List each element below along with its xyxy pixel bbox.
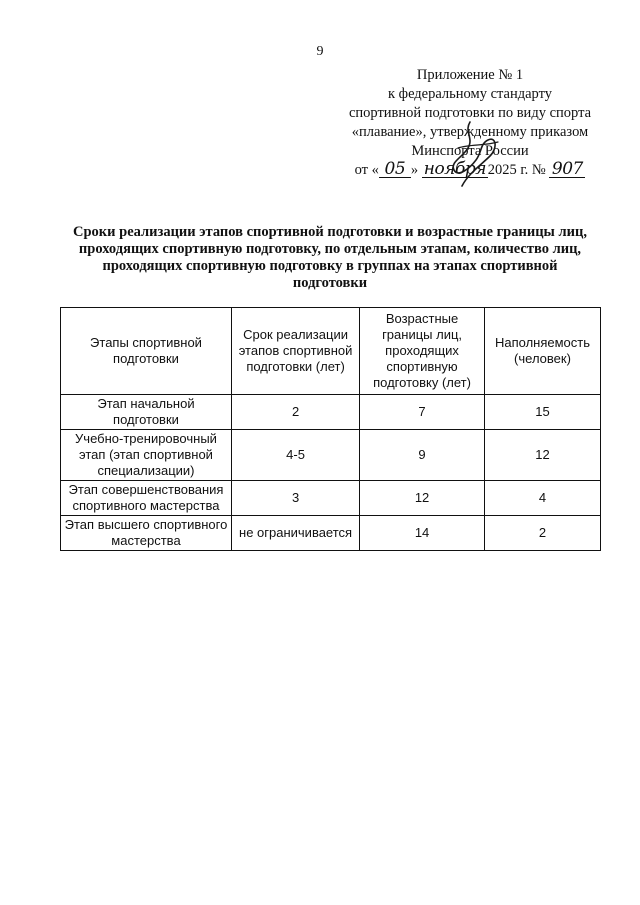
date-year: 2025 г. № [487, 162, 546, 178]
appendix-line-3: спортивной подготовки по виду спорта [348, 105, 592, 121]
title-line-4: подготовки [292, 275, 368, 291]
cell-duration: 2 [231, 395, 359, 430]
date-month-handwritten: ноября [423, 159, 486, 179]
date-mid: » [410, 162, 419, 178]
table-row [61, 430, 601, 481]
cell-duration: 4-5 [231, 430, 359, 481]
cell-stage: Этап высшего спортивного мастерства [61, 516, 232, 551]
header-stages: Этапы спортивной подготовки [61, 308, 232, 395]
header-occupancy: Наполняемость (человек) [484, 308, 600, 395]
table-header-row [61, 308, 601, 395]
cell-age: 9 [360, 430, 485, 481]
table-row [61, 395, 601, 430]
header-age-limits: Возрастные границы лиц, проходящих спортивную подготовку (лет) [360, 308, 485, 395]
cell-age: 7 [360, 395, 485, 430]
signature-icon [440, 118, 510, 190]
cell-age: 12 [360, 481, 485, 516]
stages-table [60, 307, 601, 551]
order-number-handwritten: 907 [549, 161, 585, 178]
cell-occupancy: 2 [484, 516, 600, 551]
cell-duration: 3 [231, 481, 359, 516]
table-row [61, 516, 601, 551]
title-line-3: проходящих спортивную подготовку в группах на этапах спортивной [102, 258, 558, 274]
title-line-2: проходящих спортивную подготовку, по отдельным этапам, количество лиц, [78, 241, 582, 257]
cell-occupancy: 15 [484, 395, 600, 430]
cell-stage: Учебно-тренировочный этап (этап спортивной специализации) [61, 430, 232, 481]
cell-stage: Этап начальной подготовки [61, 395, 232, 430]
table-row [61, 481, 601, 516]
date-day-handwritten: 05 [379, 161, 411, 178]
appendix-line-4: «плавание», утвержденному приказом [351, 124, 589, 140]
date-prefix: от « [354, 162, 379, 178]
appendix-line-2: к федеральному стандарту [388, 86, 552, 102]
header-duration: Срок реализации этапов спортивной подготовки (лет) [231, 308, 359, 395]
page-number: 9 [316, 44, 324, 59]
appendix-line-1: Приложение № 1 [416, 67, 524, 83]
cell-age: 14 [360, 516, 485, 551]
cell-duration: не ограничивается [231, 516, 359, 551]
title-line-1: Сроки реализации этапов спортивной подготовки и возрастные границы лиц, [73, 224, 587, 240]
cell-occupancy: 12 [484, 430, 600, 481]
appendix-line-5: Минспорта России [411, 143, 529, 159]
cell-occupancy: 4 [484, 481, 600, 516]
document-title [60, 224, 600, 292]
cell-stage: Этап совершенствования спортивного мастерства [61, 481, 232, 516]
